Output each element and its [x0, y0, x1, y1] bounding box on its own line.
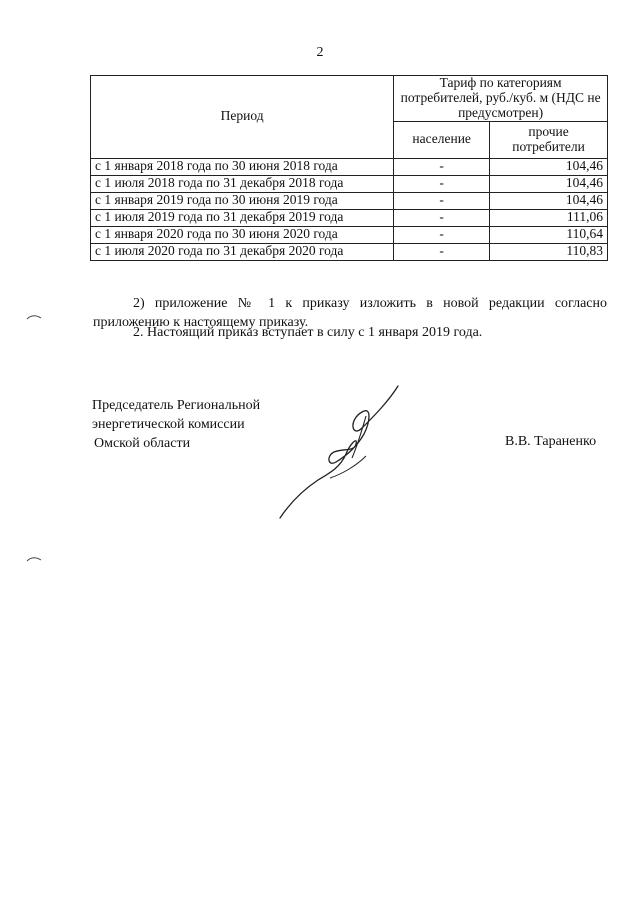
row-other: 104,46	[490, 175, 608, 192]
row-other: 104,46	[490, 192, 608, 209]
row-population: -	[394, 209, 490, 226]
table-header-row	[91, 76, 608, 122]
signatory-title-line: энергетической комиссии	[92, 417, 245, 432]
row-period: с 1 января 2018 года по 30 июня 2018 года	[91, 158, 394, 175]
row-population: -	[394, 192, 490, 209]
handwritten-signature	[270, 382, 410, 522]
table-row	[91, 243, 608, 260]
signatory-name: В.В. Тараненко	[505, 434, 597, 449]
row-population: -	[394, 226, 490, 243]
row-period: с 1 января 2019 года по 30 июня 2019 года	[91, 192, 394, 209]
row-population: -	[394, 175, 490, 192]
header-other-consumers: прочие потребители	[490, 121, 608, 158]
table-row	[91, 158, 608, 175]
scan-mark	[26, 314, 42, 320]
table-row	[91, 175, 608, 192]
row-population: -	[394, 158, 490, 175]
row-period: с 1 июля 2019 года по 31 декабря 2019 года	[91, 209, 394, 226]
row-other: 104,46	[490, 158, 608, 175]
row-other: 110,83	[490, 243, 608, 260]
page-number: 2	[316, 45, 324, 60]
signatory-title	[92, 396, 260, 453]
row-period: с 1 июля 2020 года по 31 декабря 2020 года	[91, 243, 394, 260]
header-tariff: Тариф по категориям потребителей, руб./куб. м (НДС не предусмотрен)	[394, 76, 608, 122]
signatory-title-line: Председатель Региональной	[92, 398, 261, 413]
row-other: 111,06	[490, 209, 608, 226]
effective-date-paragraph: 2. Настоящий приказ вступает в силу с 1 января 2019 года.	[133, 325, 483, 340]
header-population: население	[394, 121, 490, 158]
row-period: с 1 января 2020 года по 30 июня 2020 года	[91, 226, 394, 243]
amendment-paragraph: 2) приложение № 1 к приказу изложить в новой редакции согласно приложению к настоящему приказу.	[93, 296, 607, 330]
table-row	[91, 209, 608, 226]
row-other: 110,64	[490, 226, 608, 243]
scan-mark	[26, 556, 42, 562]
row-population: -	[394, 243, 490, 260]
header-period: Период	[91, 76, 394, 159]
signatory-title-line: Омской области	[94, 436, 191, 451]
row-period: с 1 июля 2018 года по 31 декабря 2018 года	[91, 175, 394, 192]
table-row	[91, 226, 608, 243]
table-row	[91, 192, 608, 209]
tariff-table	[90, 75, 608, 261]
